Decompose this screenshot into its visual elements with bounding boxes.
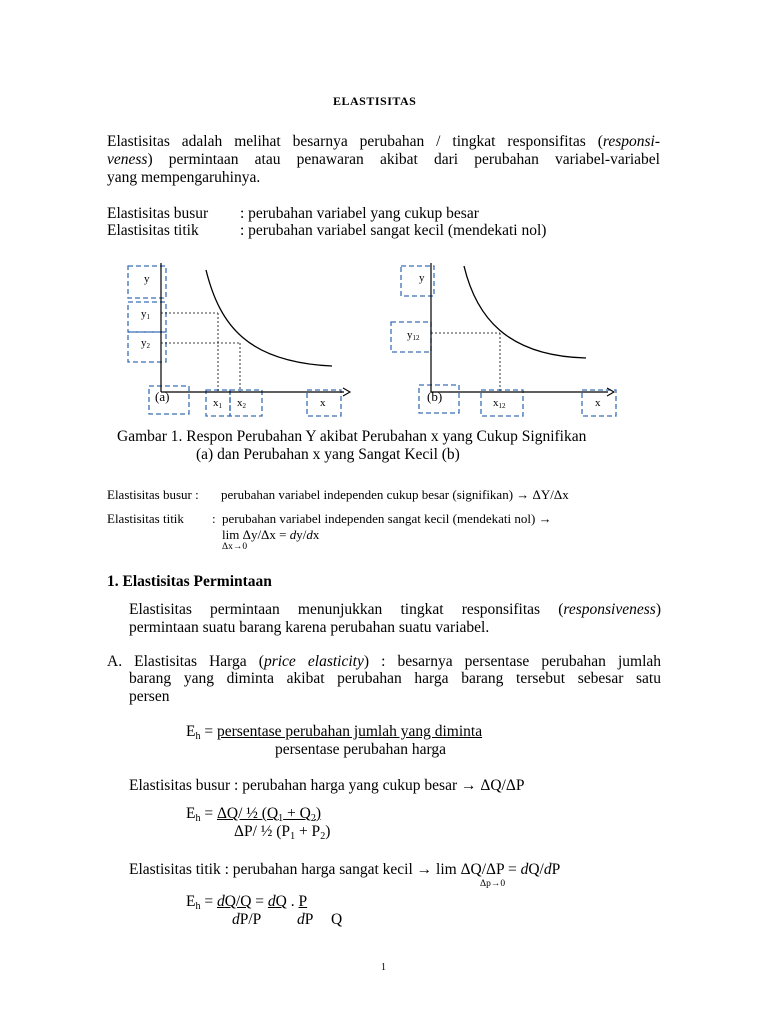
- page-number: 1: [381, 962, 386, 973]
- def-titik-term: Elastisitas titik: [107, 222, 199, 239]
- label-y12: y12: [407, 329, 420, 342]
- graph-b: [386, 258, 626, 418]
- label-x: x: [595, 397, 601, 409]
- note-titik-desc: perubahan variabel independen sangat kecil (mendekati nol) →: [222, 511, 552, 526]
- formula-busur-numerator-line: $E_h = \Delta Q/$ ½ $(Q_1 + Q_2)$: [186, 805, 322, 824]
- box-y: [401, 266, 434, 296]
- figure-caption-line-1: Gambar 1. Respon Perubahan Y akibat Perubahan x yang Cukup Signifikan: [117, 428, 587, 445]
- note-busur-desc: perubahan variabel independen cukup besar (signifikan) → ΔY/Δx: [221, 487, 569, 502]
- note-busur-term: Elastisitas busur :: [107, 487, 199, 502]
- section-a-line-1: A. Elastisitas Harga (price elasticity) : besarnya persentase perubahan jumlah: [107, 653, 662, 670]
- intro-line-1: Elastisitas adalah melihat besarnya perubahan / tingkat responsifitas (responsi-: [107, 133, 660, 150]
- demand-curve: [206, 270, 332, 366]
- intro-paragraph: [107, 133, 660, 187]
- def-busur-term: Elastisitas busur: [107, 205, 209, 222]
- section-a-line-3: persen: [129, 688, 170, 705]
- x-axis-arrow-icon: [343, 388, 350, 396]
- formula-titik-den-1: dP/P: [232, 911, 262, 928]
- section-a-line-2: barang yang diminta akibat perubahan harga barang tersebut sebesar satu: [129, 670, 661, 687]
- section-a-titik: Elastisitas titik : perubahan harga sangat kecil → lim ΔQ/ΔP = dQ/dP: [129, 861, 561, 878]
- note-limit-expression: lim Δy/Δx = dy/dx: [222, 527, 320, 542]
- label-panel-a: (a): [155, 389, 170, 404]
- section-1-line-2: permintaan suatu barang karena perubahan suatu variabel.: [129, 619, 490, 636]
- label-x2: x2: [237, 397, 246, 410]
- def-titik-desc: : perubahan variabel sangat kecil (mendekati nol): [240, 222, 547, 239]
- note-limit-sub: Δx→0: [222, 542, 248, 552]
- label-y2: y2: [141, 337, 150, 350]
- box-x2: [230, 390, 262, 416]
- formula-eh-numerator: persentase perubahan jumlah yang diminta: [216, 723, 483, 740]
- label-x12: x12: [493, 397, 506, 410]
- label-y1: y1: [141, 308, 150, 321]
- label-y: y: [419, 272, 425, 284]
- formula-titik-numerator-line: $E_h = dQ/Q$ = dQ . P: [186, 893, 308, 912]
- page-title: ELASTISITAS: [333, 94, 417, 108]
- intro-line-3: yang mempengaruhinya.: [107, 169, 261, 186]
- intro-line-2: veness) permintaan atau penawaran akibat dari perubahan variabel-variabel: [107, 151, 660, 168]
- section-1-heading: 1. Elastisitas Permintaan: [107, 573, 272, 590]
- formula-busur-denominator: ΔP/ ½ $(P_1 + P_2)$: [234, 823, 331, 842]
- def-busur-desc: : perubahan variabel yang cukup besar: [240, 205, 479, 222]
- label-panel-b: (b): [427, 389, 443, 404]
- formula-eh-lhs: $E_h$ = persentase perubahan jumlah yang diminta: [186, 723, 483, 742]
- note-titik-term: Elastisitas titik: [107, 511, 184, 526]
- label-x1: x1: [213, 397, 222, 410]
- formula-titik-den-3: Q: [331, 911, 343, 928]
- note-titik-colon: :: [212, 511, 216, 526]
- section-a-titik-sub: Δp→0: [480, 879, 506, 889]
- label-x: x: [320, 397, 326, 409]
- formula-eh-denominator: persentase perubahan harga: [275, 741, 446, 758]
- figure-caption-line-2: (a) dan Perubahan x yang Sangat Kecil (b): [196, 446, 460, 463]
- graph-a: [120, 258, 360, 418]
- section-a-busur: Elastisitas busur : perubahan harga yang cukup besar → ΔQ/ΔP: [129, 777, 525, 794]
- demand-curve: [464, 266, 586, 358]
- x-axis-arrow-icon: [607, 388, 614, 396]
- label-y: y: [144, 273, 150, 285]
- formula-titik-den-2: dP: [297, 911, 314, 928]
- section-1-line-1: Elastisitas permintaan menunjukkan tingkat responsifitas (responsiveness): [129, 601, 661, 618]
